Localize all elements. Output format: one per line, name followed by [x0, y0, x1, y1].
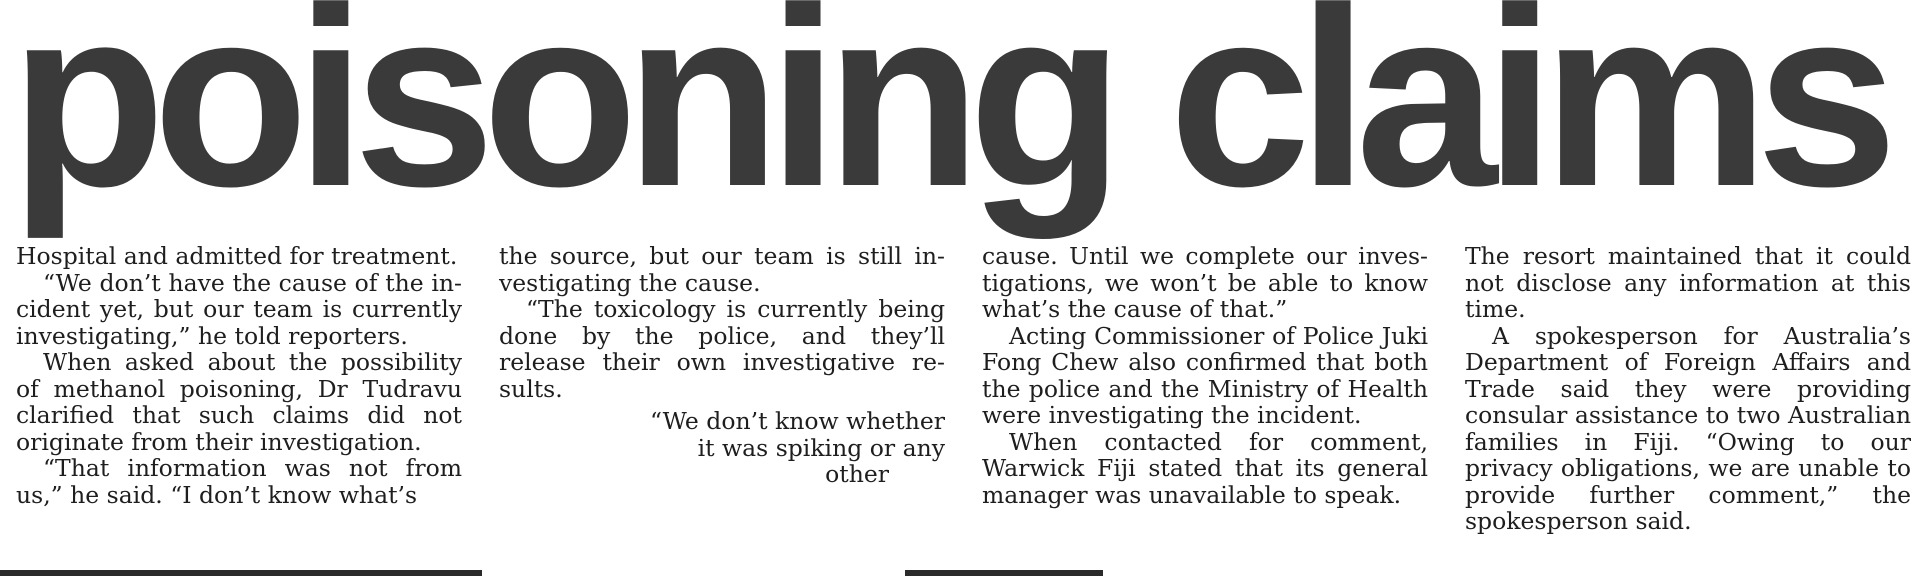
pull-quote — [499, 408, 945, 488]
paragraph: The resort maintained that it could not disclose any information at this time. — [1465, 242, 1911, 323]
paragraph: “The toxicology is currently being done by the police, and they’ll release their own investigative results. — [499, 295, 945, 403]
paragraph: “We don’t have the cause of the incident yet, but our team is currently investigating,” he told reporters. — [16, 268, 462, 350]
divider-rule — [0, 570, 482, 576]
paragraph: A spokesperson for Australia’s Department of Foreign Affairs and Trade said they were providing consular assistance to two Australian families in Fiji. “Owing to our privacy obligations, we are unable to provide further comment,” the spokesperson said. — [1465, 321, 1911, 535]
article-column-4 — [1465, 243, 1911, 535]
divider-rule — [905, 570, 1103, 576]
article-column-2 — [499, 243, 945, 488]
paragraph: When contacted for comment, Warwick Fiji stated that its general manager was unavailable to speak. — [982, 427, 1428, 509]
paragraph: When asked about the possibility of methanol poisoning, Dr Tudravu clarified that such claims did not originate from their investigation. — [16, 348, 462, 456]
pull-quote-line: it was spiking or any — [697, 433, 945, 462]
article-column-3 — [982, 243, 1428, 508]
paragraph: Acting Commissioner of Police Juki Fong Chew also confirmed that both the police and the Ministry of Health were investigating the incident. — [982, 321, 1428, 429]
paragraph: the source, but our team is still investigating the cause. — [499, 242, 945, 297]
headline: poisoning claims — [10, 0, 1885, 240]
paragraph: “That information was not from us,” he said. “I don’t know what’s — [16, 454, 462, 509]
pull-quote-line: “We don’t know whether — [650, 407, 945, 435]
pull-quote-line: other — [825, 460, 889, 488]
article-column-1 — [16, 243, 462, 508]
paragraph: cause. Until we complete our investigations, we won’t be able to know what’s the cause of that.” — [982, 242, 1428, 323]
paragraph: Hospital and admitted for treatment. — [16, 242, 458, 270]
